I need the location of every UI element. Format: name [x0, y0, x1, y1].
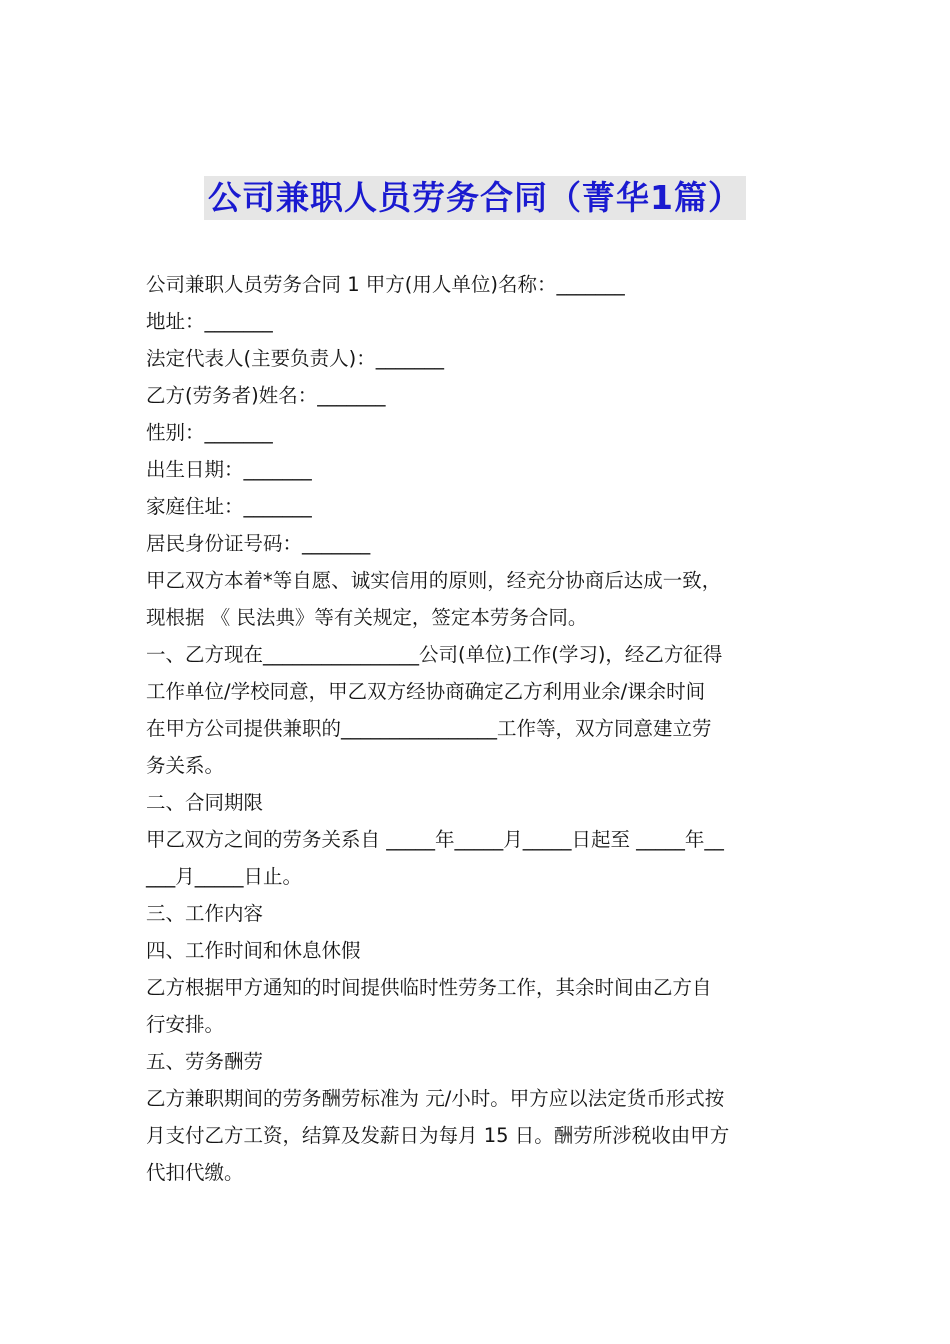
section-heading-work-hours: 四、工作时间和休息休假	[146, 939, 361, 962]
contract-term-line-1: 甲乙双方之间的劳务关系自 _____年_____月_____日起至 _____年__	[146, 828, 724, 851]
document-title: 公司兼职人员劳务合同（菁华1篇）	[204, 176, 746, 220]
work-hours-line-2: 行安排。	[146, 1013, 225, 1036]
clause-1-line-2: 工作单位/学校同意，甲乙双方经协商确定乙方利用业余/课余时间	[146, 680, 706, 703]
contract-term-line-2: ___月_____日止。	[146, 865, 303, 888]
clause-1-line-3: 在甲方公司提供兼职的________________工作等，双方同意建立劳	[146, 717, 712, 740]
preamble-line-2: 现根据 《 民法典》等有关规定，签定本劳务合同。	[146, 606, 588, 629]
birth-date-line: 出生日期：_______	[146, 458, 312, 481]
party-a-name-line: 公司兼职人员劳务合同 1 甲方(用人单位)名称：_______	[146, 273, 625, 296]
clause-1-line-4: 务关系。	[146, 754, 225, 777]
home-address-line: 家庭住址：_______	[146, 495, 312, 518]
section-heading-work-content: 三、工作内容	[146, 902, 264, 925]
remuneration-line-3: 代扣代缴。	[146, 1161, 244, 1184]
id-number-line: 居民身份证号码：_______	[146, 532, 371, 555]
clause-1-line-1: 一、乙方现在________________公司(单位)工作(学习)，经乙方征得	[146, 643, 723, 666]
gender-line: 性别：_______	[146, 421, 273, 444]
party-b-name-line: 乙方(劳务者)姓名：_______	[146, 384, 386, 407]
document-body	[146, 266, 810, 1191]
address-line: 地址：_______	[146, 310, 273, 333]
section-heading-remuneration: 五、劳务酬劳	[146, 1050, 264, 1073]
remuneration-line-1: 乙方兼职期间的劳务酬劳标准为 元/小时。甲方应以法定货币形式按	[146, 1087, 725, 1110]
title-container	[0, 176, 950, 220]
remuneration-line-2: 月支付乙方工资，结算及发薪日为每月 15 日。酬劳所涉税收由甲方	[146, 1124, 730, 1147]
legal-representative-line: 法定代表人(主要负责人)：_______	[146, 347, 444, 370]
work-hours-line-1: 乙方根据甲方通知的时间提供临时性劳务工作，其余时间由乙方自	[146, 976, 712, 999]
section-heading-contract-term: 二、合同期限	[146, 791, 264, 814]
preamble-line-1: 甲乙双方本着*等自愿、诚实信用的原则，经充分协商后达成一致，	[146, 569, 722, 592]
